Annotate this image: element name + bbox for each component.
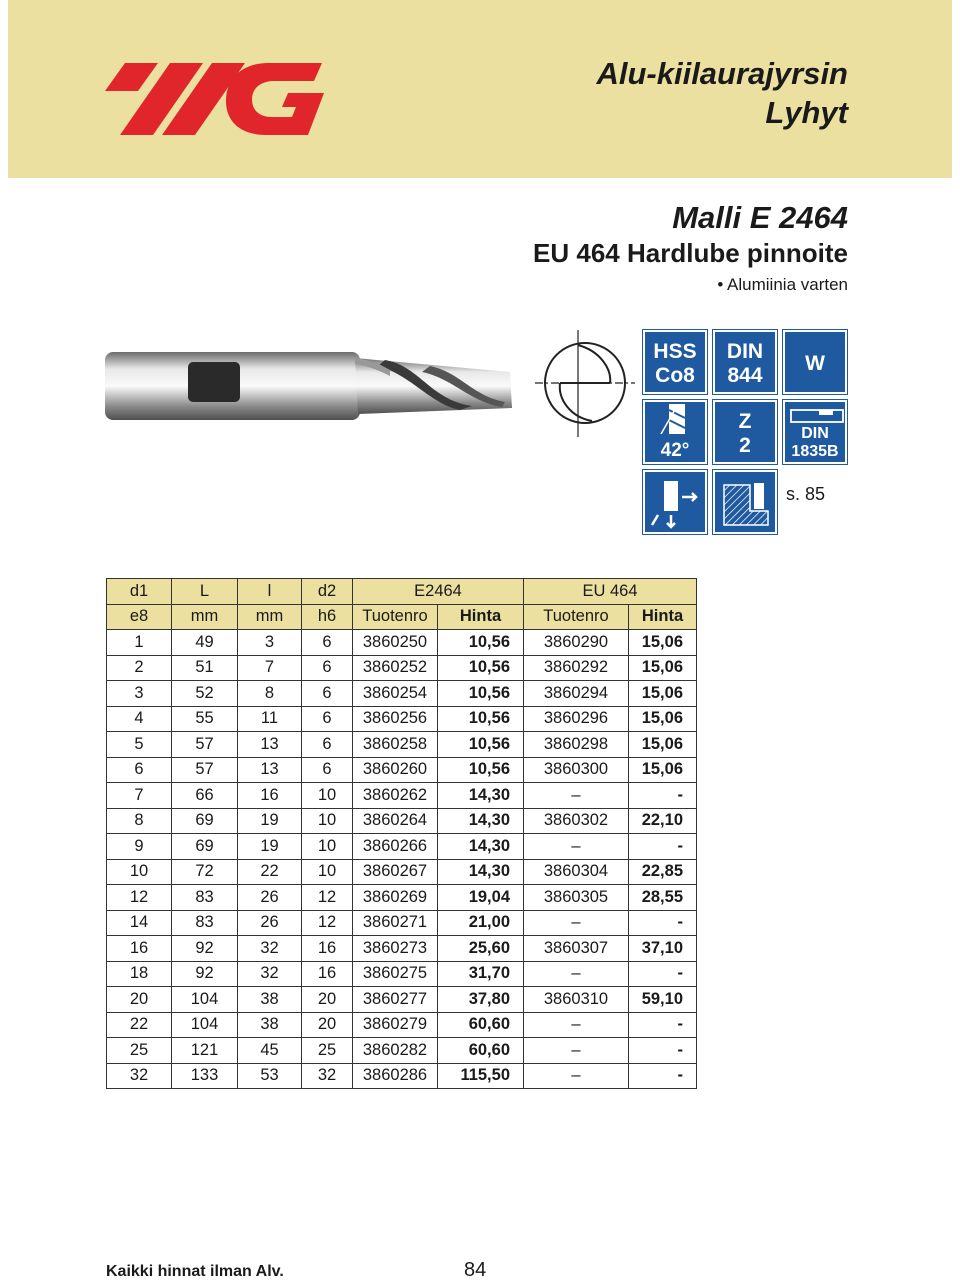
cell-hinta-e2464: 10,56 xyxy=(438,706,524,732)
cell-tuotenro-e2464: 3860264 xyxy=(353,808,438,834)
badge-w-label: W xyxy=(805,352,825,375)
cell-hinta-e2464: 19,04 xyxy=(438,885,524,911)
feature-bullet: • Alumiinia varten xyxy=(717,275,848,294)
cell-d1: 7 xyxy=(107,783,172,809)
cell-d1: 5 xyxy=(107,732,172,758)
page-number: 84 xyxy=(464,1259,487,1281)
table-row xyxy=(107,1063,697,1089)
badge-din-line1: DIN xyxy=(726,340,764,363)
cell-d2: 10 xyxy=(302,859,353,885)
cell-tuotenro-e2464: 3860282 xyxy=(353,1038,438,1064)
table-row xyxy=(107,885,697,911)
cell-hinta-eu464: - xyxy=(629,961,697,987)
cell-d1: 12 xyxy=(107,885,172,911)
cell-tuotenro-eu464: – xyxy=(524,961,629,987)
badge-din-line2: 844 xyxy=(727,364,763,387)
col-sub-d2: h6 xyxy=(302,604,353,630)
badge-w xyxy=(783,330,847,394)
badge-din2-line2: 1835B xyxy=(791,443,839,460)
table-row xyxy=(107,859,697,885)
cell-d1: 8 xyxy=(107,808,172,834)
table-row xyxy=(107,681,697,707)
table-row xyxy=(107,655,697,681)
cell-tuotenro-e2464: 3860271 xyxy=(353,910,438,936)
cell-tuotenro-e2464: 3860260 xyxy=(353,757,438,783)
cross-section-drawing xyxy=(530,325,640,440)
header-row-2 xyxy=(107,604,697,630)
cell-hinta-e2464: 21,00 xyxy=(438,910,524,936)
table-row xyxy=(107,630,697,656)
coating-subtitle: EU 464 Hardlube pinnoite xyxy=(533,238,848,268)
cell-d2: 16 xyxy=(302,936,353,962)
cell-L: 51 xyxy=(172,655,238,681)
end-mill-picture xyxy=(100,330,520,430)
cell-d2: 25 xyxy=(302,1038,353,1064)
cell-hinta-e2464: 115,50 xyxy=(438,1063,524,1089)
cell-l: 22 xyxy=(238,859,302,885)
cell-l: 53 xyxy=(238,1063,302,1089)
table-row xyxy=(107,1038,697,1064)
cell-tuotenro-e2464: 3860262 xyxy=(353,783,438,809)
logo-slash-1 xyxy=(105,63,158,91)
cell-tuotenro-e2464: 3860277 xyxy=(353,987,438,1013)
badge-hss-line1: HSS xyxy=(653,340,697,363)
cell-d1: 4 xyxy=(107,706,172,732)
page-title-line2: Lyhyt xyxy=(765,95,848,130)
cell-l: 3 xyxy=(238,630,302,656)
cell-tuotenro-e2464: 3860258 xyxy=(353,732,438,758)
cell-l: 45 xyxy=(238,1038,302,1064)
cell-tuotenro-e2464: 3860266 xyxy=(353,834,438,860)
cell-hinta-e2464: 25,60 xyxy=(438,936,524,962)
cell-tuotenro-eu464: – xyxy=(524,1038,629,1064)
cell-hinta-e2464: 14,30 xyxy=(438,859,524,885)
cell-d2: 20 xyxy=(302,987,353,1013)
cell-L: 57 xyxy=(172,732,238,758)
cell-d2: 6 xyxy=(302,681,353,707)
cell-tuotenro-eu464: 3860310 xyxy=(524,987,629,1013)
cell-d1: 10 xyxy=(107,859,172,885)
table-row xyxy=(107,936,697,962)
cell-L: 57 xyxy=(172,757,238,783)
cell-l: 19 xyxy=(238,808,302,834)
cell-l: 11 xyxy=(238,706,302,732)
cell-hinta-e2464: 31,70 xyxy=(438,961,524,987)
cell-l: 19 xyxy=(238,834,302,860)
cell-d2: 16 xyxy=(302,961,353,987)
cell-d2: 6 xyxy=(302,630,353,656)
cell-tuotenro-e2464: 3860286 xyxy=(353,1063,438,1089)
cell-hinta-e2464: 60,60 xyxy=(438,1038,524,1064)
cell-d2: 6 xyxy=(302,655,353,681)
cell-d1: 32 xyxy=(107,1063,172,1089)
cell-l: 38 xyxy=(238,987,302,1013)
col-header-d2: d2 xyxy=(302,579,353,605)
cell-tuotenro-eu464: 3860296 xyxy=(524,706,629,732)
cell-hinta-eu464: 22,10 xyxy=(629,808,697,834)
badge-helix-label: 42° xyxy=(660,440,690,461)
cell-hinta-eu464: - xyxy=(629,1063,697,1089)
group-header-eu464: EU 464 xyxy=(524,579,697,605)
cell-L: 69 xyxy=(172,834,238,860)
cell-tuotenro-e2464: 3860267 xyxy=(353,859,438,885)
group-header-e2464: E2464 xyxy=(353,579,524,605)
cell-tuotenro-eu464: – xyxy=(524,1012,629,1038)
cutting-direction-icon xyxy=(648,475,704,531)
spec-table xyxy=(106,578,697,1089)
col-sub-d1: e8 xyxy=(107,604,172,630)
cell-tuotenro-eu464: – xyxy=(524,834,629,860)
model-title: Malli E 2464 xyxy=(672,200,848,235)
page-title-line1: Alu-kiilaurajyrsin xyxy=(596,56,848,91)
cell-hinta-e2464: 10,56 xyxy=(438,655,524,681)
badge-din-844 xyxy=(713,330,777,394)
footer-note: Kaikki hinnat ilman Alv. xyxy=(106,1263,284,1280)
table-row xyxy=(107,808,697,834)
cell-L: 66 xyxy=(172,783,238,809)
cell-tuotenro-eu464: 3860302 xyxy=(524,808,629,834)
cell-d1: 1 xyxy=(107,630,172,656)
cell-hinta-e2464: 10,56 xyxy=(438,757,524,783)
cell-d1: 20 xyxy=(107,987,172,1013)
cell-l: 13 xyxy=(238,732,302,758)
cell-L: 69 xyxy=(172,808,238,834)
badge-cutting-direction xyxy=(643,470,707,534)
cell-l: 16 xyxy=(238,783,302,809)
cell-hinta-eu464: - xyxy=(629,910,697,936)
cell-hinta-eu464: 28,55 xyxy=(629,885,697,911)
cell-L: 104 xyxy=(172,1012,238,1038)
cell-d1: 25 xyxy=(107,1038,172,1064)
cell-d2: 10 xyxy=(302,783,353,809)
badge-z-line2: 2 xyxy=(739,434,751,457)
cell-tuotenro-eu464: – xyxy=(524,783,629,809)
cell-L: 83 xyxy=(172,910,238,936)
cell-hinta-eu464: 59,10 xyxy=(629,987,697,1013)
cell-hinta-e2464: 14,30 xyxy=(438,808,524,834)
col-sub-hinta-2: Hinta xyxy=(629,604,697,630)
cell-tuotenro-e2464: 3860269 xyxy=(353,885,438,911)
cell-hinta-eu464: 15,06 xyxy=(629,757,697,783)
cell-tuotenro-e2464: 3860273 xyxy=(353,936,438,962)
cell-l: 26 xyxy=(238,910,302,936)
badge-din-1835b xyxy=(783,400,847,464)
cell-tuotenro-eu464: 3860290 xyxy=(524,630,629,656)
cell-l: 8 xyxy=(238,681,302,707)
col-sub-L: mm xyxy=(172,604,238,630)
cell-d1: 9 xyxy=(107,834,172,860)
cell-d1: 3 xyxy=(107,681,172,707)
cell-L: 92 xyxy=(172,936,238,962)
cell-L: 121 xyxy=(172,1038,238,1064)
badge-z-line1: Z xyxy=(738,410,752,433)
badge-hss-line2: Co8 xyxy=(655,364,695,387)
cell-tuotenro-eu464: 3860304 xyxy=(524,859,629,885)
cell-d1: 22 xyxy=(107,1012,172,1038)
col-header-d1: d1 xyxy=(107,579,172,605)
table-row xyxy=(107,834,697,860)
cell-d1: 16 xyxy=(107,936,172,962)
cell-hinta-e2464: 14,30 xyxy=(438,783,524,809)
logo-g xyxy=(226,63,324,135)
cell-d2: 12 xyxy=(302,910,353,936)
table-row xyxy=(107,706,697,732)
table-row xyxy=(107,1012,697,1038)
cell-hinta-eu464: 15,06 xyxy=(629,732,697,758)
cell-tuotenro-e2464: 3860279 xyxy=(353,1012,438,1038)
table-row xyxy=(107,732,697,758)
cell-hinta-e2464: 10,56 xyxy=(438,681,524,707)
badge-slotting xyxy=(713,470,777,534)
cell-hinta-e2464: 10,56 xyxy=(438,732,524,758)
cell-tuotenro-eu464: 3860294 xyxy=(524,681,629,707)
cell-tuotenro-eu464: 3860298 xyxy=(524,732,629,758)
col-sub-l: mm xyxy=(238,604,302,630)
cell-d1: 2 xyxy=(107,655,172,681)
cell-l: 32 xyxy=(238,936,302,962)
cell-hinta-e2464: 10,56 xyxy=(438,630,524,656)
table-row xyxy=(107,910,697,936)
cell-d2: 20 xyxy=(302,1012,353,1038)
cell-d2: 6 xyxy=(302,706,353,732)
cell-hinta-eu464: - xyxy=(629,834,697,860)
cell-tuotenro-eu464: 3860300 xyxy=(524,757,629,783)
cell-hinta-eu464: 15,06 xyxy=(629,706,697,732)
cell-L: 133 xyxy=(172,1063,238,1089)
cell-hinta-eu464: 22,85 xyxy=(629,859,697,885)
cell-tuotenro-e2464: 3860254 xyxy=(353,681,438,707)
cell-l: 13 xyxy=(238,757,302,783)
badge-helix-angle xyxy=(643,400,707,464)
cell-d2: 32 xyxy=(302,1063,353,1089)
cell-hinta-eu464: 37,10 xyxy=(629,936,697,962)
cell-L: 83 xyxy=(172,885,238,911)
cell-hinta-eu464: - xyxy=(629,1038,697,1064)
spec-table-body xyxy=(107,630,697,1089)
col-sub-tuotenro-1: Tuotenro xyxy=(353,604,438,630)
cell-l: 38 xyxy=(238,1012,302,1038)
cell-hinta-eu464: 15,06 xyxy=(629,655,697,681)
col-header-l: l xyxy=(238,579,302,605)
cell-hinta-e2464: 60,60 xyxy=(438,1012,524,1038)
cell-d2: 10 xyxy=(302,808,353,834)
badge-din2-line1: DIN xyxy=(801,425,829,442)
cell-l: 32 xyxy=(238,961,302,987)
cell-d2: 12 xyxy=(302,885,353,911)
yg-logo xyxy=(100,55,325,140)
cell-hinta-e2464: 14,30 xyxy=(438,834,524,860)
cell-tuotenro-e2464: 3860275 xyxy=(353,961,438,987)
cell-hinta-eu464: 15,06 xyxy=(629,681,697,707)
cell-d1: 14 xyxy=(107,910,172,936)
cell-hinta-eu464: - xyxy=(629,1012,697,1038)
cell-tuotenro-eu464: 3860305 xyxy=(524,885,629,911)
cell-d2: 6 xyxy=(302,757,353,783)
col-header-L: L xyxy=(172,579,238,605)
badge-hss-co8 xyxy=(643,330,707,394)
cell-hinta-eu464: 15,06 xyxy=(629,630,697,656)
table-row xyxy=(107,987,697,1013)
cell-hinta-e2464: 37,80 xyxy=(438,987,524,1013)
header-row-1 xyxy=(107,579,697,605)
cell-L: 52 xyxy=(172,681,238,707)
cell-L: 55 xyxy=(172,706,238,732)
table-row xyxy=(107,757,697,783)
page-reference: s. 85 xyxy=(786,484,826,504)
cell-l: 26 xyxy=(238,885,302,911)
cell-tuotenro-e2464: 3860250 xyxy=(353,630,438,656)
cell-L: 92 xyxy=(172,961,238,987)
cell-d1: 18 xyxy=(107,961,172,987)
cell-d2: 6 xyxy=(302,732,353,758)
col-sub-hinta-1: Hinta xyxy=(438,604,524,630)
cell-tuotenro-eu464: – xyxy=(524,1063,629,1089)
cell-L: 72 xyxy=(172,859,238,885)
cell-tuotenro-e2464: 3860252 xyxy=(353,655,438,681)
cell-tuotenro-eu464: 3860292 xyxy=(524,655,629,681)
cell-tuotenro-eu464: 3860307 xyxy=(524,936,629,962)
cell-L: 49 xyxy=(172,630,238,656)
shank-icon xyxy=(789,405,845,425)
col-sub-tuotenro-2: Tuotenro xyxy=(524,604,629,630)
cell-d2: 10 xyxy=(302,834,353,860)
cell-hinta-eu464: - xyxy=(629,783,697,809)
slotting-icon xyxy=(718,475,774,531)
table-row xyxy=(107,783,697,809)
cell-L: 104 xyxy=(172,987,238,1013)
helix-icon xyxy=(657,404,697,434)
cell-l: 7 xyxy=(238,655,302,681)
table-row xyxy=(107,961,697,987)
cell-d1: 6 xyxy=(107,757,172,783)
badge-z2 xyxy=(713,400,777,464)
cell-tuotenro-eu464: – xyxy=(524,910,629,936)
cell-tuotenro-e2464: 3860256 xyxy=(353,706,438,732)
